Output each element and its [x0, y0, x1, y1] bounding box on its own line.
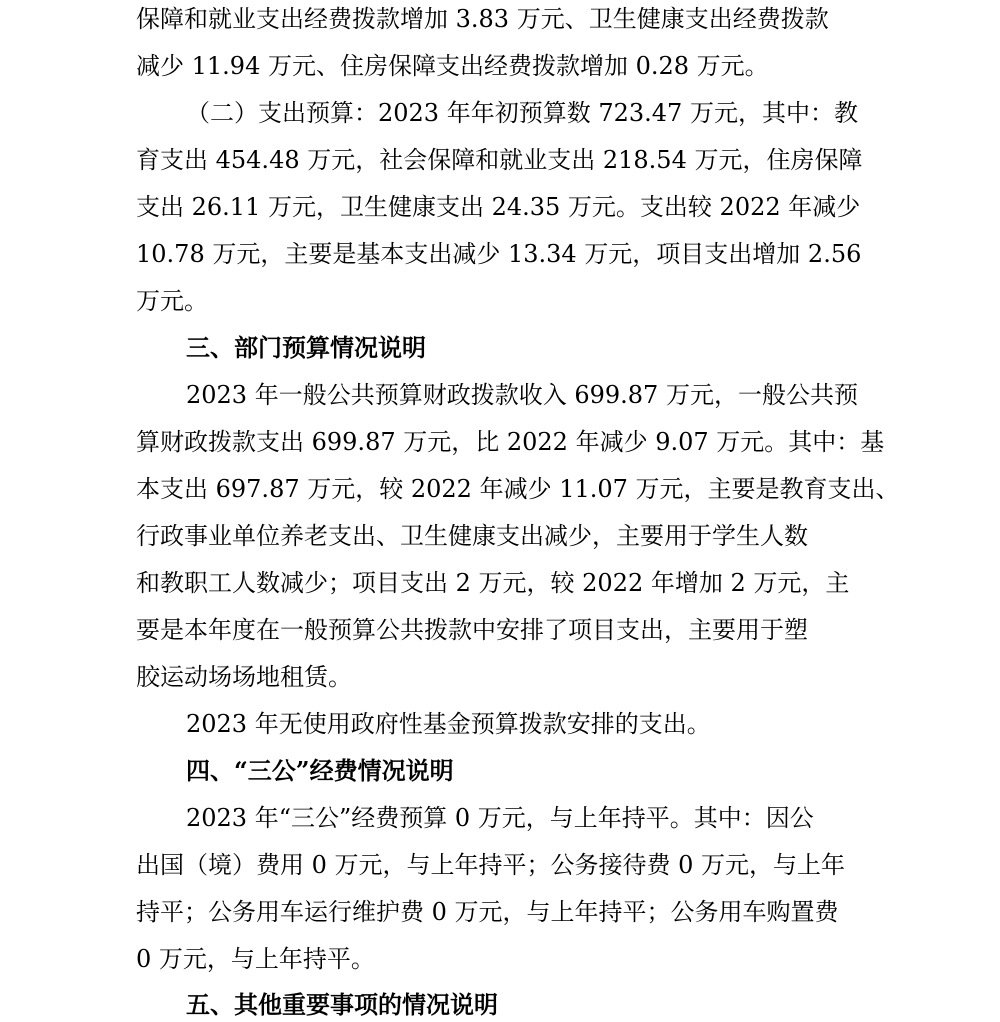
text-line: （二）支出预算：2023 年年初预算数 723.47 万元，其中：教 [186, 99, 858, 127]
section-heading-5: 五、其他重要事项的情况说明 [186, 990, 498, 1019]
section-heading-3: 三、部门预算情况说明 [186, 333, 426, 362]
text-line: 行政事业单位养老支出、卫生健康支出减少，主要用于学生人数 [136, 522, 808, 550]
text-line: 算财政拨款支出 699.87 万元，比 2022 年减少 9.07 万元。其中：基 [136, 428, 885, 456]
text-line: 减少 11.94 万元、住房保障支出经费拨款增加 0.28 万元。 [136, 52, 769, 80]
text-line: 万元。 [136, 287, 208, 315]
text-line: 本支出 697.87 万元，较 2022 年减少 11.07 万元，主要是教育支出、 [136, 475, 900, 503]
text-line: 育支出 454.48 万元，社会保障和就业支出 218.54 万元，住房保障 [136, 146, 863, 174]
text-line: 2023 年一般公共预算财政拨款收入 699.87 万元，一般公共预 [186, 381, 858, 409]
text-line: 2023 年无使用政府性基金预算拨款安排的支出。 [186, 710, 711, 738]
text-line: 保障和就业支出经费拨款增加 3.83 万元、卫生健康支出经费拨款 [136, 5, 829, 33]
section-heading-4: 四、“三公”经费情况说明 [186, 756, 454, 785]
text-line: 支出 26.11 万元，卫生健康支出 24.35 万元。支出较 2022 年减少 [136, 193, 861, 221]
text-line: 和教职工人数减少；项目支出 2 万元，较 2022 年增加 2 万元，主 [136, 569, 850, 597]
text-line: 出国（境）费用 0 万元，与上年持平；公务接待费 0 万元，与上年 [136, 851, 846, 879]
text-line: 要是本年度在一般预算公共拨款中安排了项目支出，主要用于塑 [136, 616, 808, 644]
text-line: 2023 年“三公”经费预算 0 万元，与上年持平。其中：因公 [186, 804, 814, 832]
text-line: 胶运动场场地租赁。 [136, 663, 352, 691]
text-line: 10.78 万元，主要是基本支出减少 13.34 万元，项目支出增加 2.56 [136, 240, 862, 268]
text-line: 0 万元，与上年持平。 [136, 945, 375, 973]
text-line: 持平；公务用车运行维护费 0 万元，与上年持平；公务用车购置费 [136, 898, 839, 926]
